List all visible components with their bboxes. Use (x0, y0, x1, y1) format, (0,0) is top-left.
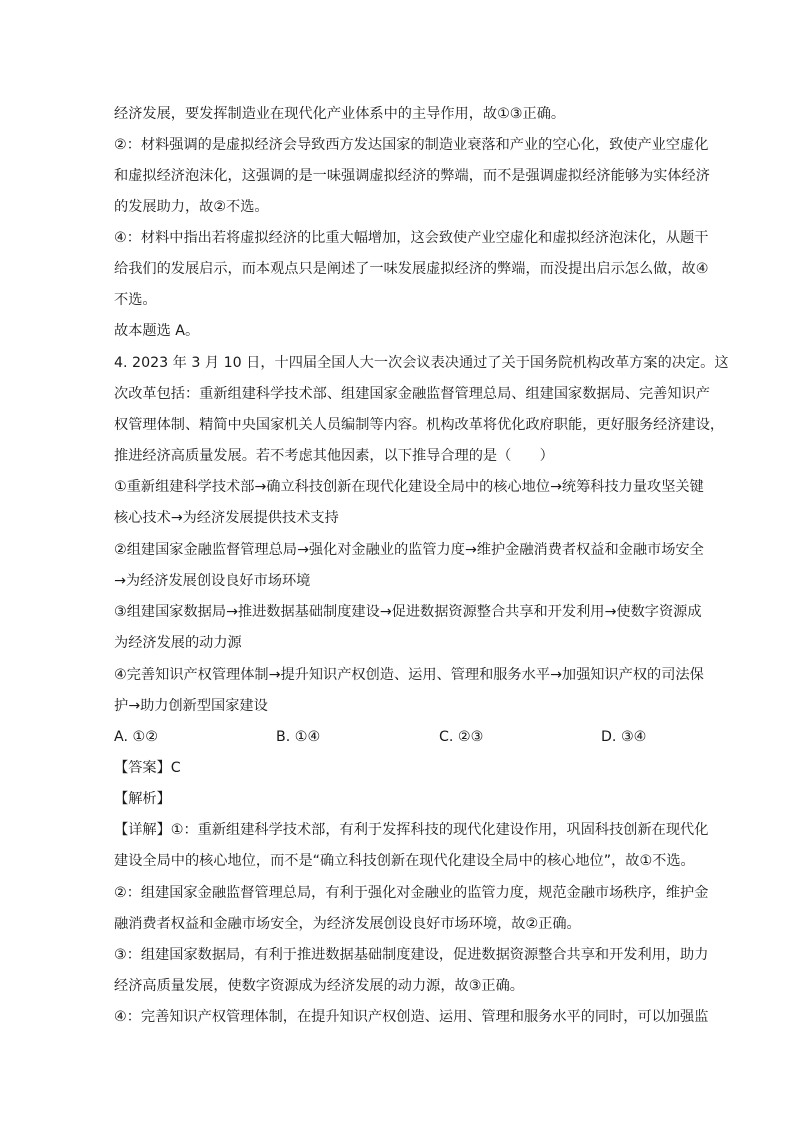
paragraph-line: 的发展助力，故②不选。 (114, 199, 269, 215)
question-line: 权管理体制、精简中央国家机关人员编制等内容。机构改革将优化政府职能，更好服务经济建设， (114, 417, 725, 433)
statement-line: 核心技术→为经济发展提供技术支持 (114, 510, 339, 526)
detail-line: 建设全局中的核心地位，而不是“确立科技创新在现代化建设全局中的核心地位”，故①不选。 (114, 853, 695, 869)
paragraph-line: ②：材料强调的是虚拟经济会导致西方发达国家的制造业衰落和产业的空心化，致使产业空虚化 (114, 137, 709, 153)
detail-line: ③：组建国家数据局，有利于推进数据基础制度建设，促进数据资源整合共享和开发利用，助力 (114, 947, 709, 963)
statement-line: ④完善知识产权管理体制→提升知识产权创造、运用、管理和服务水平→加强知识产权的司法保 (114, 667, 704, 683)
option-d: D. ③④ (601, 729, 647, 745)
answer-line: 【答案】C (114, 760, 181, 776)
detail-line: 融消费者权益和金融市场安全，为经济发展创设良好市场环境，故②正确。 (114, 916, 581, 932)
paragraph-line: 和虚拟经济泡沫化，这强调的是一味强调虚拟经济的弊端，而不是强调虚拟经济能够为实体经济 (114, 168, 710, 184)
statement-line: ①重新组建科学技术部→确立科技创新在现代化建设全局中的核心地位→统筹科技力量攻坚关键 (114, 479, 704, 495)
paragraph-line: 给我们的发展启示，而本观点只是阐述了一味发展虚拟经济的弊端，而没提出启示怎么做，故④ (114, 261, 709, 277)
paragraph-line: ④：材料中指出若将虚拟经济的比重大幅增加，这会致使产业空虚化和虚拟经济泡沫化，从题干 (114, 230, 709, 246)
question-line: 4. 2023 年 3 月 10 日，十四届全国人大一次会议表决通过了关于国务院机构改革方案的决定。这 (114, 355, 729, 371)
paragraph-line: 故本题选 A。 (114, 323, 200, 339)
detail-line: 经济高质量发展，使数字资源成为经济发展的动力源，故③正确。 (114, 978, 524, 994)
statement-line: 护→助力创新型国家建设 (114, 698, 268, 714)
option-b: B. ①④ (276, 729, 321, 745)
statement-line: ③组建国家数据局→推进数据基础制度建设→促进数据资源整合共享和开发利用→使数字资源成 (114, 604, 702, 620)
option-a: A. ①② (114, 729, 158, 745)
detail-line: ②：组建国家金融监督管理总局，有利于强化对金融业的监管力度，规范金融市场秩序，维护金 (114, 885, 709, 901)
paragraph-line: 不选。 (114, 292, 157, 308)
question-line: 次改革包括：重新组建科学技术部、组建国家金融监督管理总局、组建国家数据局、完善知识产 (114, 386, 710, 402)
question-line: 推进经济高质量发展。若不考虑其他因素，以下推导合理的是（ ） (114, 448, 554, 464)
detail-line: ④：完善知识产权管理体制，在提升知识产权创造、运用、管理和服务水平的同时，可以加强监 (114, 1009, 709, 1025)
option-c: C. ②③ (439, 729, 484, 745)
paragraph-line: 经济发展，要发挥制造业在现代化产业体系中的主导作用，故①③正确。 (114, 106, 566, 122)
statement-line: ②组建国家金融监督管理总局→强化对金融业的监管力度→维护金融消费者权益和金融市场安全 (114, 542, 704, 558)
detail-line: 【详解】①：重新组建科学技术部，有利于发挥科技的现代化建设作用，巩固科技创新在现代化 (114, 822, 709, 838)
analysis-title: 【解析】 (114, 791, 171, 807)
statement-line: 为经济发展的动力源 (114, 635, 242, 651)
statement-line: →为经济发展创设良好市场环境 (114, 573, 311, 589)
answer-options (114, 727, 704, 747)
